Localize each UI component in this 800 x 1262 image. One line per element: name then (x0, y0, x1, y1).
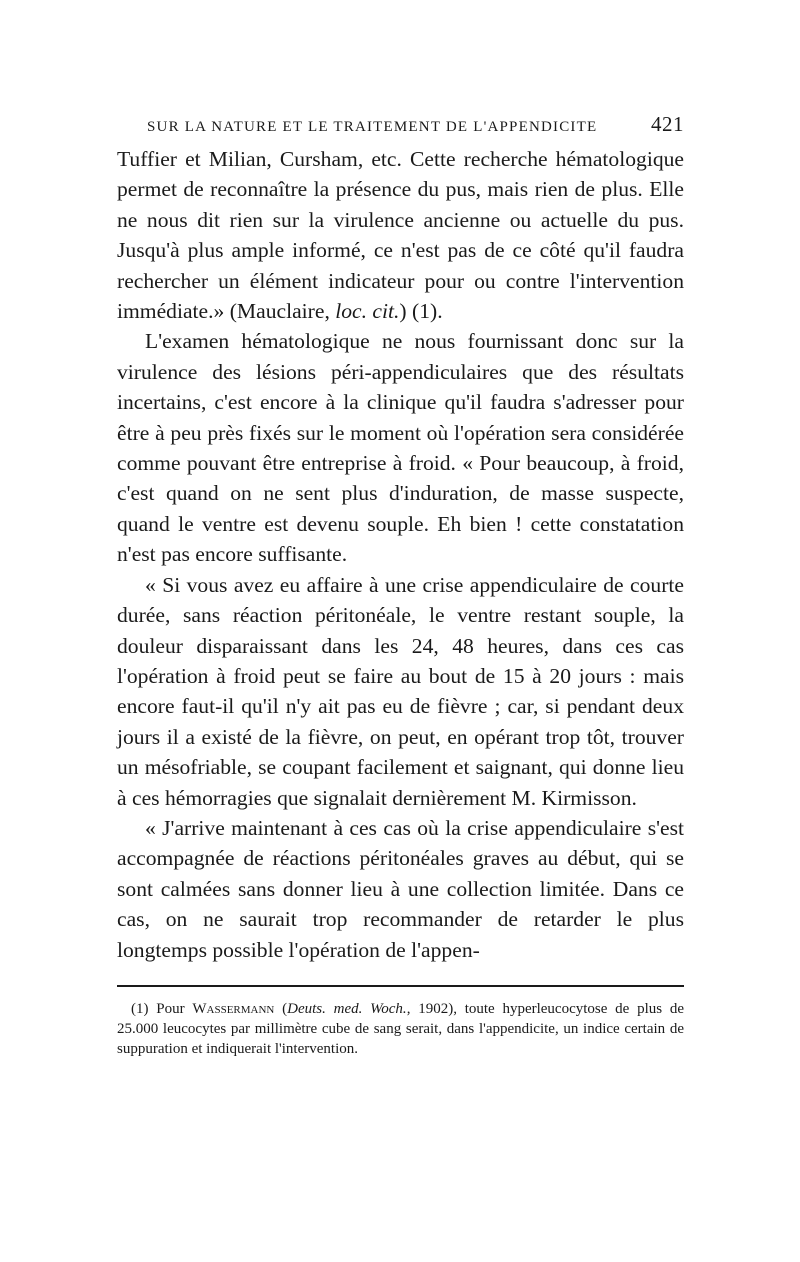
book-page (117, 112, 684, 1059)
page-number: 421 (651, 112, 684, 136)
footnote (117, 999, 684, 1059)
footnote-source-open: ( (274, 1000, 288, 1017)
footnote-author: Wassermann (192, 1000, 275, 1017)
paragraph-4: « J'arrive maintenant à ces cas où la crise appendiculaire s'est accompagnée de réactions péritonéales graves au début, qui se sont calmées sans donner lieu à une collection limitée. Dans ce cas, on ne saurait trop recommander de retarder le plus longtemps possible l'opération de l'appen- (117, 815, 684, 962)
footnote-divider (117, 985, 684, 987)
running-header (117, 112, 684, 142)
paragraph-3: « Si vous avez eu affaire à une crise appendiculaire de courte durée, sans réaction péritonéale, le ventre restant souple, la douleur disparaissant dans les 24, 48 heures, dans ces cas l'opération à froid peut se faire au bout de 15 à 20 jours : mais encore faut-il qu'il n'y ait pas eu de fièvre ; car, si pendant deux jours il a existé de la fièvre, on peut, en opérant trop tôt, trouver un mésofriable, se coupant facilement et saignant, qui donne lieu à ces hémorragies que signalait dernièrement M. Kirmisson. (117, 572, 684, 810)
paragraph-2: L'examen hématologique ne nous fournissant donc sur la virulence des lésions péri-appendiculaires que des résultats incertains, c'est encore à la clinique qu'il faudra s'adresser pour être à peu près fixés sur le moment où l'opération sera considérée comme pouvant être entreprise à froid. « Pour beaucoup, à froid, c'est quand on ne sent plus d'induration, de masse suspecte, quand le ventre est devenu souple. Eh bien ! cette constatation n'est pas encore suffisante. (117, 329, 684, 567)
body-text (117, 144, 684, 965)
paragraph-1-text: Tuffier et Milian, Cursham, etc. Cette recherche hématologique permet de reconnaître la présence du pus, mais rien de plus. Elle ne nous dit rien sur la virulence ancienne ou actuelle du pus. Jusqu'à plus ample informé, ce n'est pas de ce côté qu'il faudra rechercher un élément indicateur pour ou contre l'intervention immédiate.» (Mauclaire, (117, 147, 684, 324)
citation-loc-cit: loc. cit. (335, 299, 400, 324)
running-title: SUR LA NATURE ET LE TRAITEMENT DE L'APPENDICITE (147, 119, 598, 135)
footnote-source-title: Deuts. med. Woch. (287, 1000, 407, 1017)
paragraph-1 (117, 144, 684, 326)
footnote-text: , 1902), toute hyperleucocytose de plus de 25.000 leucocytes par millimètre cube de sang serait, dans l'appendicite, un indice certain de suppuration et indiquerait l'intervention. (117, 1000, 685, 1057)
paragraph-1-end: ) (1). (399, 299, 443, 324)
footnote-marker: (1) Pour (131, 1000, 193, 1017)
